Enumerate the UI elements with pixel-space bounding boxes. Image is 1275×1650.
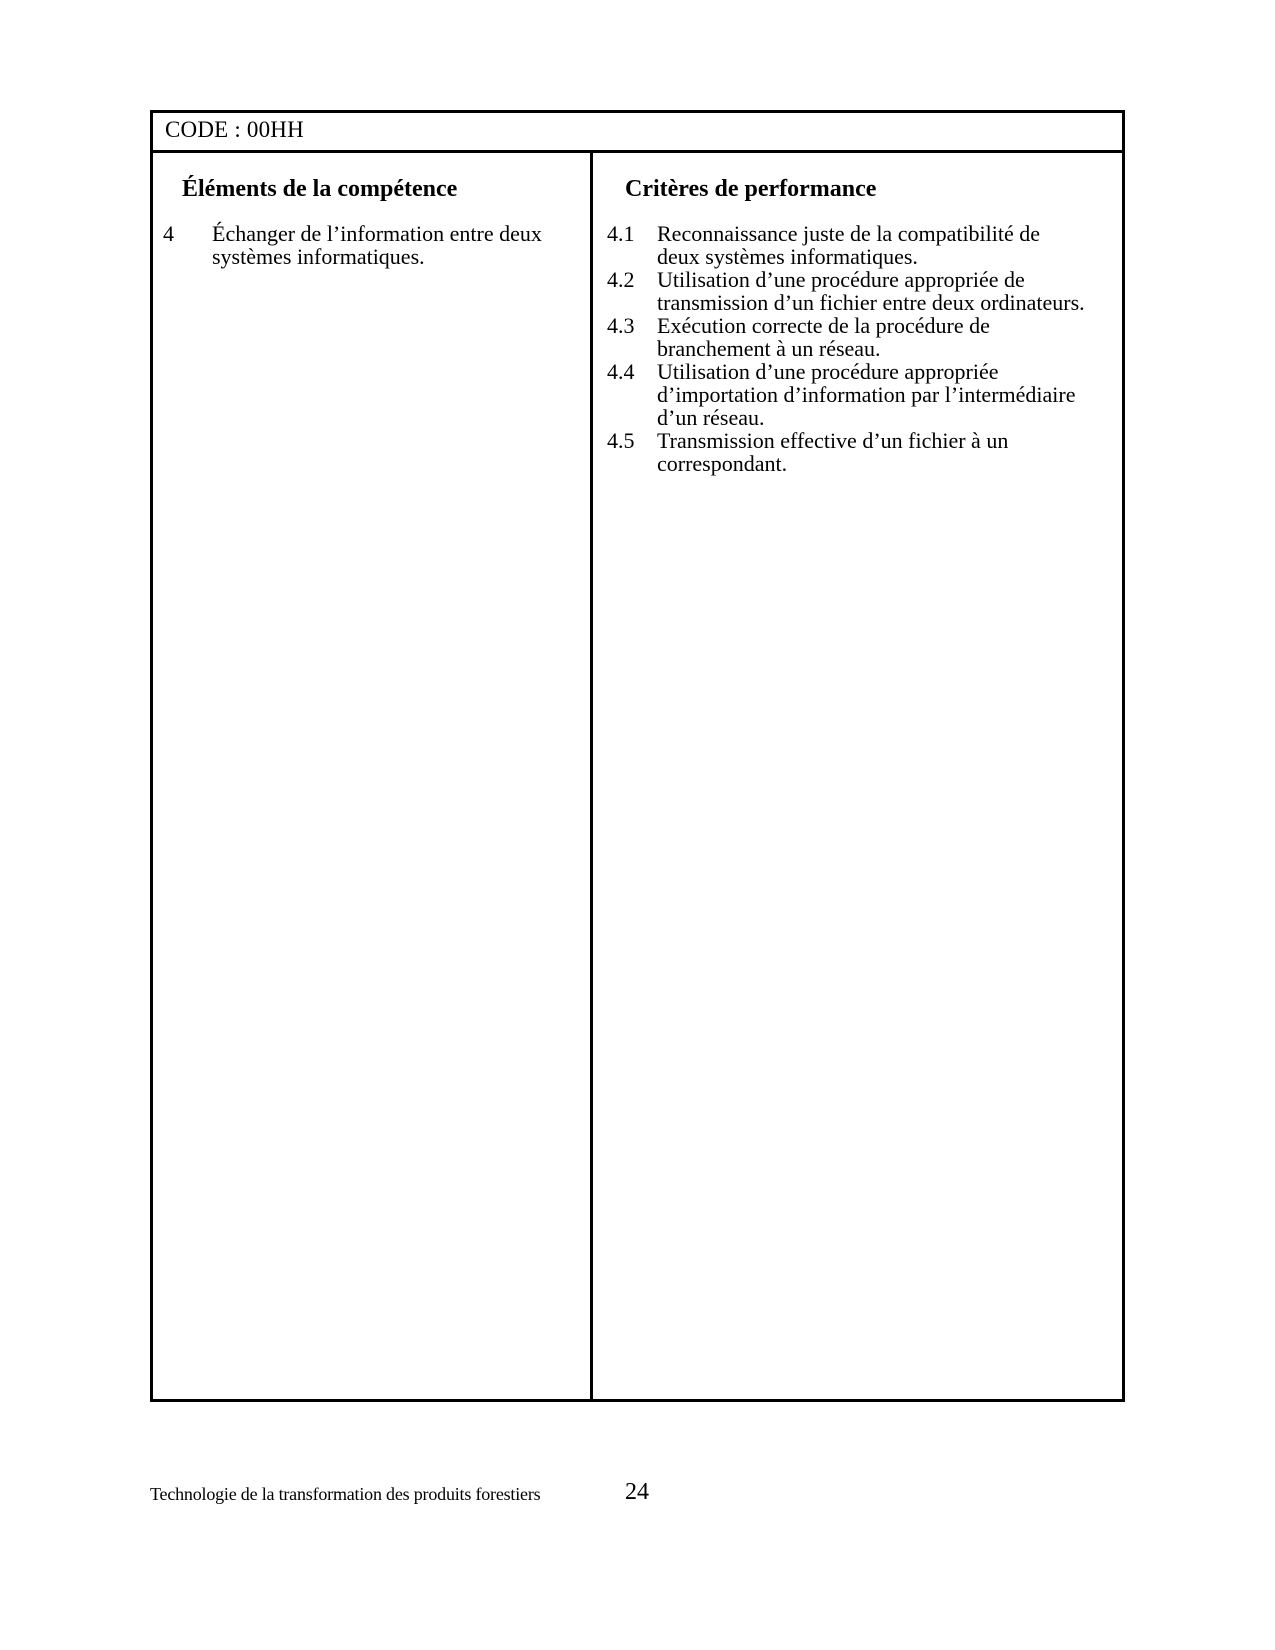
elements-list [153,222,590,268]
elements-column [153,153,590,1399]
criterion-number: 4.1 [607,221,635,246]
criterion-item [593,314,1122,360]
code-label: CODE : 00HH [165,117,304,142]
criterion-text: Transmission effective d’un fichier à un correspondant. [657,428,1009,476]
criterion-item [593,360,1122,429]
criterion-number: 4.5 [607,428,635,453]
competency-table [150,110,1125,1402]
element-item [153,222,590,268]
criterion-number: 4.4 [607,359,635,384]
criterion-text: Reconnaissance juste de la compatibilité de deux systèmes informatiques. [657,221,1041,269]
criterion-number: 4.2 [607,267,635,292]
criterion-number: 4.3 [607,313,635,338]
criteria-heading: Critères de performance [625,176,877,202]
criterion-text: Exécution correcte de la procédure de branchement à un réseau. [657,313,990,361]
element-number: 4 [163,221,174,246]
footer-program-title: Technologie de la transformation des produits forestiers [150,1484,541,1504]
criterion-item [593,429,1122,475]
elements-heading: Éléments de la compétence [182,176,458,202]
page-number: 24 [625,1479,649,1505]
criteria-list [593,222,1122,475]
criterion-item [593,222,1122,268]
criterion-item [593,268,1122,314]
element-text: Échanger de l’information entre deux systèmes informatiques. [212,221,542,269]
criterion-text: Utilisation d’une procédure appropriée d’importation d’information par l’intermédiaire d’un réseau. [657,359,1076,430]
criterion-text: Utilisation d’une procédure appropriée de transmission d’un fichier entre deux ordinateurs. [657,267,1085,315]
criteria-column [593,153,1122,1399]
code-row [153,113,1122,153]
